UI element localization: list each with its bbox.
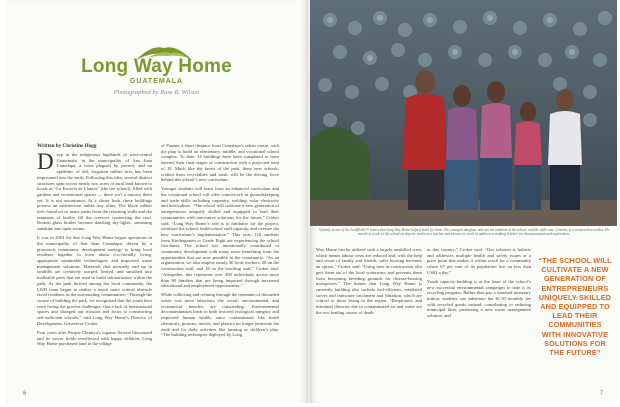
paragraph: It was in 2004 for that Long Way Home began operations in the municipality of San Juan Comalapa, driven by a grassroots community development strategy to bring local residents together to learn about eco-friendly living, appropriate sustainable technologies, and improved waste management solutions. Materials that normally end up in landfills are creatively warped, heated, and smushed into malleable parts that are used to build infrastructure within the park. As the park thrived among the local community, the LWH team began to realize a much more critical obstacle faced residents in the surrounding communities: “Through the course of building the park, we recognized that the youth here were facing the gravest challenges: that a lack of international spaces and changed our mission and focus to constructing self-sufficient schools,” said Long Way Home’s Director of Development, Genevieve Croker.: [37, 235, 152, 326]
paragraph: Youth capacity-building is at the heart of the school’s new successful environmental campaigns to date is its recycling program. Rather than pay a standard monetary tuition, students can substitute the $1.50 monthly fee with recycled goods instead, contributing to reducing municipal litter, promoting a new waste management solution, and: [427, 278, 531, 319]
paragraph: While collecting and refining through the remnants of discarded waste was more laborious, the social, environmental, and economical benefits are outstanding. Environmental decontamination leads to both restored ecological integrity and improved human health, since contaminants like heath chemicals, poisons, metals, and plastics no longer permeate the earth and for daily activities like farming or children’s play. “The building techniques deployed by Long: [161, 292, 279, 338]
right-page: [310, 0, 617, 403]
pull-quote: “THE SCHOOL WILL CULTIVATE A NEW GENERATION OF ENTREPRENEURS UNIQUELY SKILLED AND EQUIPPED TO LEAD THEIR COMMUNITIES WITH INNOVATIVE SOLUTIONS FOR THE FUTURE”: [538, 256, 612, 358]
text-column-2: [161, 143, 279, 392]
text-column-3: [316, 247, 422, 395]
magazine-spread: [5, 0, 617, 403]
left-page: [5, 0, 308, 403]
article-title: Long Way Home: [81, 56, 232, 77]
family-photo: [310, 0, 617, 226]
family-photo-illustration: [310, 0, 617, 226]
byline: Written by Christine Hogg: [37, 143, 97, 149]
page-number-left: 6: [23, 391, 27, 397]
article-subtitle: GUATEMALA: [129, 78, 184, 85]
paragraph: in this country,” Croker said. “Our solution is holistic and addresses multiple health and safety issues at a price point that makes it within reach for a community where 67 per cent of its population live on less than US$2 a day.”: [427, 247, 531, 275]
paragraph: of Patzun, a short distance from Comalapa’s urban centre, with the plan to build an elementary, middle, and vocational school complex. To date, 14 buildings have been completed or have entered their final stages of construction with a projected total of 18. Much like the facets of the park, these new schools, crafted from recyclables and trash, will be the driving force behind this school’s new curriculum.: [161, 143, 279, 183]
paragraph: Deep in the indigenous highlands of west-central Guatemala, in the municipality of San Juan Comalapa, a town plagued by poverty and an epidemic of old, forgotten rubber tires has been imprisoned into the earth. Following this idea, several distinct structures span across nearly two acres of rural land known to locals as “La Escuela de Llantas” (the tire school), filled with gardens and recreational spaces — there isn’t a nursery there yet. It is not uncommon. At a closer look, these buildings possess an architecture unlike any other. The black rubber tires found on so many paths from the returning walls and the remnants of bottles fill the crevices connecting the roof. Broken glass bottles become dazzling sky-lights, streaming sunshine into open rooms.: [37, 149, 152, 232]
photo-credit: Photographed by Rose B. Wilson: [113, 89, 200, 96]
text-column-1: [37, 149, 152, 392]
page-number-right: 7: [599, 391, 603, 397]
paragraph: Younger students will learn from an enhanced curriculum and the vocational school will offer coursework in groundskeeping and trade skills including carpentry, welding, solar electricity and horticulture. “The school will cultivate a new generation of entrepreneurs uniquely skilled and equipped to lead their communities with innovative solutions for the future,” Croker said. “Long Way Home’s role is to fundraise for the project, construct the school, build school staff capacity, and oversee the new curriculum’s implementation.” This year, 118 students from Kindergarten to Grade Eight are experiencing the school first-hand. The school has intentionally contributed to community development with many more benefiting from the opportunities that are now possible in the community. “As an organization, we also employ nearly 30 local workers, 28 on the construction staff, and 18 on the teaching staff,” Croker said. “Altogether, this represents over 490 individuals across more than 90 families that are being impacted through increased educational and employment opportunities.”: [161, 186, 279, 289]
photo-caption: A family at one of the LoofHolds™ homes that Long Way Home helped build for them. The youngest daughter and son are students at the school, and the older son, Cristian, is a construction worker. He travels to work on the school on days he works as a teacher and chooses to work in addition to making it better for documentation and exploration.: [318, 228, 610, 237]
text-column-4: [427, 247, 531, 395]
paragraph: Way Home can be utilized with a largely unskilled crew, which means labour costs are reduced and, with the help and sweat of family and friends, safer housing becomes an option,” Croker said. “Using tires in construction also gets them out of the local waterways and prevents them from becoming breeding grounds for disease-bearing mosquitoes.” The homes that Long Way Home is currently building also include fuel-efficient, ventilated stoves and rainwater catchment and filtration, which are critical to those living in the region. “Respiratory and intestinal illnesses due to contaminated air and water are the two leading causes of death: [316, 247, 422, 315]
paragraph: Four years after Parque Chimiya’s organic flowers blossomed and its soccer fields overflowed with happy children, Long Way Home purchased land in the village: [37, 329, 152, 347]
drop-cap: D: [37, 149, 54, 174]
